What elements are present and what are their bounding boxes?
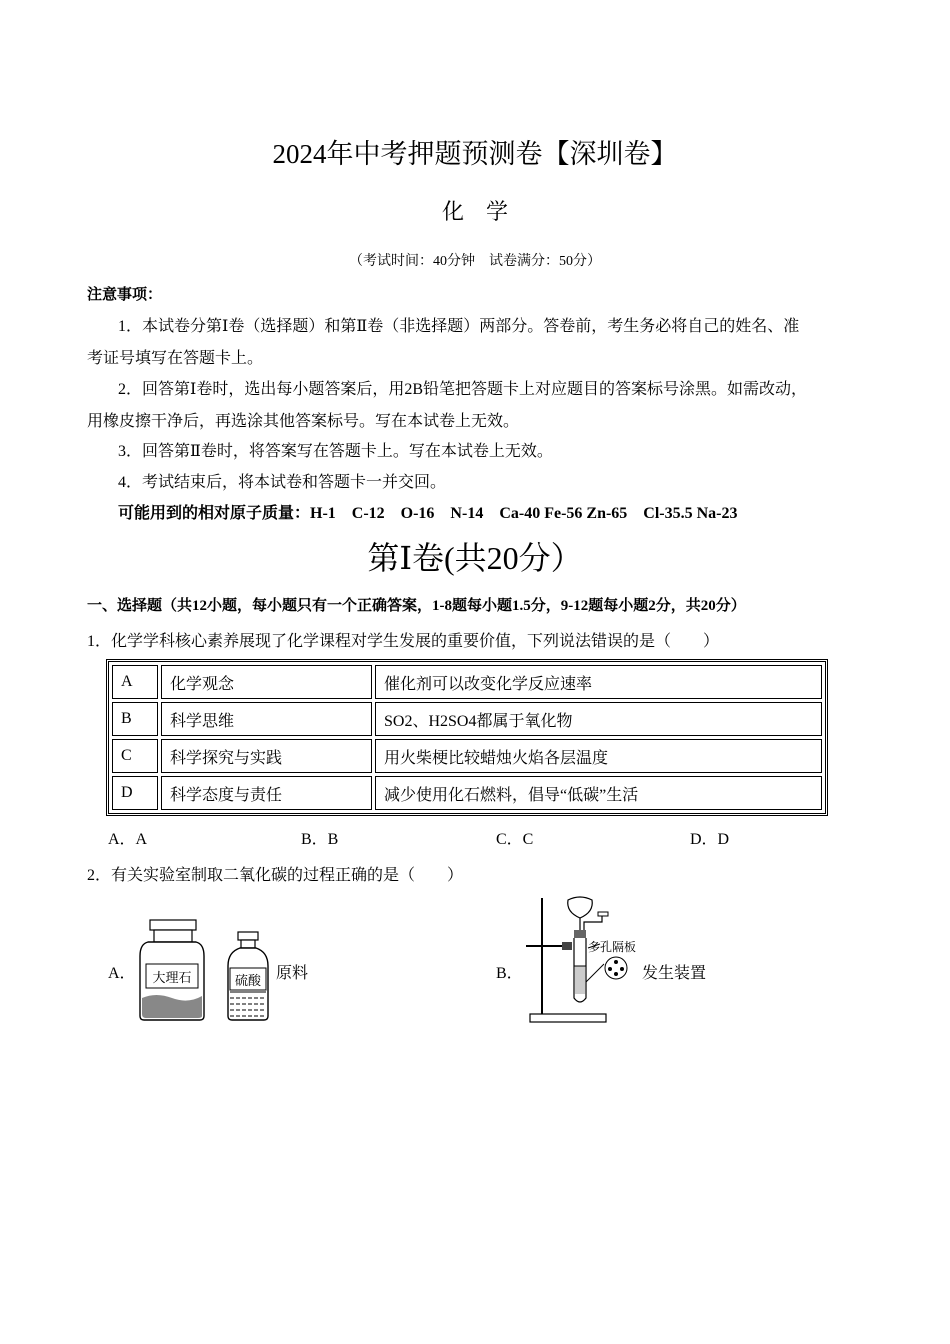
q2-option-b-label[interactable]: B． (496, 965, 523, 982)
table-row (112, 776, 822, 810)
section-heading: 一、选择题（共12小题，每小题只有一个正确答案，1-8题每小题1.5分，9-12题每小题2分，共20分） (87, 598, 746, 614)
question-1-table (106, 659, 828, 816)
row-statement: 催化剂可以改变化学反应速率 (375, 665, 822, 699)
question-1-stem: 1．化学学科核心素养展现了化学课程对学生发展的重要价值，下列说法错误的是（ ） (87, 633, 720, 650)
note-line: 1．本试卷分第Ⅰ卷（选择题）和第Ⅱ卷（非选择题）两部分。答卷前，考生务必将自己的姓名、准 (118, 318, 800, 335)
row-statement: SO2、H2SO4都属于氧化物 (375, 702, 822, 736)
generation-apparatus-figure (522, 892, 646, 1028)
page-title: 2024年中考押题预测卷【深圳卷】 (272, 139, 678, 169)
q2-option-b-text: 发生装置 (642, 965, 707, 982)
option-c[interactable]: C．C (496, 831, 534, 848)
note-line: 3．回答第Ⅱ卷时，将答案写在答题卡上。写在本试卷上无效。 (118, 443, 553, 460)
option-d[interactable]: D．D (690, 831, 730, 848)
row-letter: A (112, 665, 158, 699)
row-literacy: 科学思维 (161, 702, 372, 736)
row-statement: 减少使用化石燃料，倡导“低碳”生活 (375, 776, 822, 810)
table-row (112, 665, 822, 699)
atomic-mass-line: 可能用到的相对原子质量：H-1 C-12 O-16 N-14 Ca-40 Fe-56 Zn-65 Cl-35.5 Na-23 (118, 505, 738, 522)
row-letter: B (112, 702, 158, 736)
exam-info: （考试时间：40分钟 试卷满分：50分） (349, 254, 601, 269)
q2-option-a-text: 原料 (276, 965, 309, 982)
note-line: 4．考试结束后，将本试卷和答题卡一并交回。 (118, 474, 447, 491)
notes-heading: 注意事项： (87, 287, 163, 303)
table-row (112, 739, 822, 773)
jar-label-marble: 大理石 (152, 971, 192, 986)
porous-plate-label: 多孔隔板 (588, 940, 637, 954)
row-letter: D (112, 776, 158, 810)
option-b[interactable]: B．B (301, 831, 339, 848)
row-literacy: 化学观念 (161, 665, 372, 699)
note-line: 2．回答第Ⅰ卷时，选出每小题答案后，用2B铅笔把答题卡上对应题目的答案标号涂黑。如需改动， (118, 381, 807, 398)
jar-label-acid: 硫酸 (234, 974, 262, 989)
q2-option-a-label[interactable]: A． (108, 965, 136, 982)
reagent-bottles-figure (136, 912, 276, 1024)
row-statement: 用火柴梗比较蜡烛火焰各层温度 (375, 739, 822, 773)
option-a[interactable]: A．A (108, 831, 148, 848)
subject-title: 化学 (441, 199, 530, 224)
note-line: 用橡皮擦干净后，再选涂其他答案标号。写在本试卷上无效。 (87, 413, 520, 430)
row-literacy: 科学态度与责任 (161, 776, 372, 810)
row-letter: C (112, 739, 158, 773)
row-literacy: 科学探究与实践 (161, 739, 372, 773)
table-row (112, 702, 822, 736)
note-line: 考证号填写在答题卡上。 (87, 350, 264, 367)
question-2-stem: 2．有关实验室制取二氧化碳的过程正确的是（ ） (87, 867, 464, 884)
volume-title: 第Ⅰ卷(共20分） (367, 540, 583, 576)
